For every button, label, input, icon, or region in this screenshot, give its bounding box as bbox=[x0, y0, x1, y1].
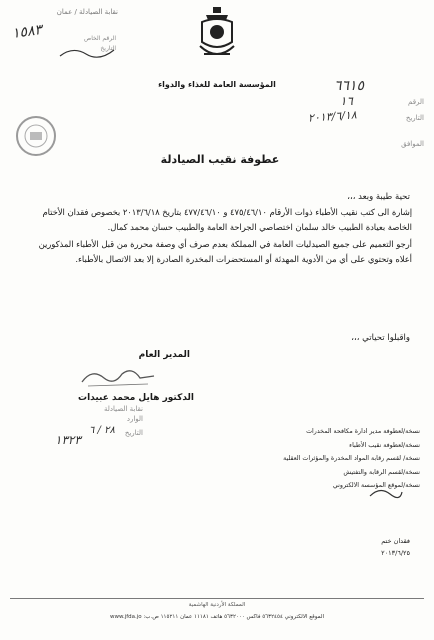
letter-body bbox=[24, 205, 412, 267]
cc-item: نسخة/لعطوفة نقيب الأطباء bbox=[349, 441, 420, 449]
incoming-stamp-line-3: التاريخ bbox=[124, 429, 143, 437]
footer-line-2: www.jfda.jo :الموقع الالكتروني ٥٦٣٢٤٥٤ فاكس ٥٦٣٢٠٠٠ هاتف ١١١٨١ عمان ١١٥٢١١ ص.ب bbox=[109, 614, 325, 620]
ref-number: ٦٦١٥ bbox=[334, 78, 365, 94]
signature-title: المدير العام bbox=[138, 350, 190, 360]
closing: واقبلوا تحياتي ،،، bbox=[351, 333, 410, 343]
incoming-stamp-line-2: الوارد bbox=[126, 415, 143, 423]
footer-note-line-2: ٢٠١٣/٦/٢٥ bbox=[381, 549, 410, 557]
cc-item: نسخة/لقسم الرقابة والتفتيش bbox=[343, 468, 420, 476]
incoming-stamp-date: ٢٨ / ٦ bbox=[89, 425, 115, 436]
reference-block bbox=[300, 78, 424, 152]
cc-list bbox=[220, 425, 420, 493]
footer-divider bbox=[10, 598, 424, 599]
left-stamp bbox=[8, 8, 128, 63]
left-stamp-line-1: الرقم الخاص bbox=[83, 35, 116, 42]
left-stamp-top: نقابة الصيادلة / عمان bbox=[56, 8, 118, 16]
signatory-name: الدكتور هايل محمد عبيدات bbox=[78, 393, 194, 403]
footer-note-line-1: فقدان ختم bbox=[381, 537, 410, 545]
ref-label-number: الرقم bbox=[408, 98, 424, 106]
cc-item: نسخة/لعطوفة مدير ادارة مكافحة المخدرات bbox=[306, 428, 420, 435]
cc-scribble bbox=[368, 486, 404, 504]
ref-handwriting: ٢٠١٣/٦/١٨ bbox=[307, 108, 358, 125]
incoming-stamp-number: ١٣٢٣ bbox=[55, 433, 81, 447]
cc-item: نسخة/لموقع المؤسسة الالكتروني bbox=[332, 482, 420, 489]
signature-scribble bbox=[78, 364, 158, 390]
incoming-stamp-line-1: نقابة الصيادلة bbox=[104, 405, 143, 413]
addressee: عطوفة نقيب الصيادلة bbox=[160, 153, 280, 166]
ref-label-corresponding: الموافق bbox=[401, 140, 424, 148]
paragraph-2: أرجو التعميم على جميع الصيدليات العامة في المملكة بعدم صرف أي وصفة محررة من قبل الأطباء المذكورين أعلاه وتحتوي على أي من الأدوية المهدئة أو المستحضرات المخدرة الصادرة إلا بعد الاتصال بالأطباء. bbox=[38, 239, 412, 264]
left-stamp-scribble bbox=[58, 44, 118, 62]
ref-label-date: التاريخ bbox=[405, 114, 424, 122]
ref-code: ١٦ bbox=[340, 94, 353, 108]
org-name: المؤسسة العامة للغذاء والدواء bbox=[158, 80, 276, 89]
greeting: تحية طيبة وبعد ،،، bbox=[347, 192, 410, 202]
left-stamp-line-2: التاريخ bbox=[100, 45, 116, 52]
cc-item: نسخة/ لقسم رقابة المواد المخدرة والمؤثرات العقلية bbox=[283, 455, 420, 462]
footer-line-1: المملكة الأردنية الهاشمية bbox=[188, 602, 246, 608]
paragraph-1: إشارة الى كتب نقيب الأطباء ذوات الأرقام ٤٧٥/٤٦/١٠ و ٤٧٧/٤٦/١٠ بتاريخ ٢٠١٣/٦/١٨ بخصوص فقدان الأختام الخاصة بعيادة الطبيب خالد سلمان اختصاصي الجراحة العامة والطبيب حسان محمد كمال. bbox=[42, 207, 412, 232]
left-stamp-number: ١٥٨٣ bbox=[11, 21, 44, 43]
incoming-stamp bbox=[55, 405, 145, 449]
round-seal bbox=[16, 116, 56, 156]
coat-of-arms-emblem bbox=[196, 6, 238, 70]
